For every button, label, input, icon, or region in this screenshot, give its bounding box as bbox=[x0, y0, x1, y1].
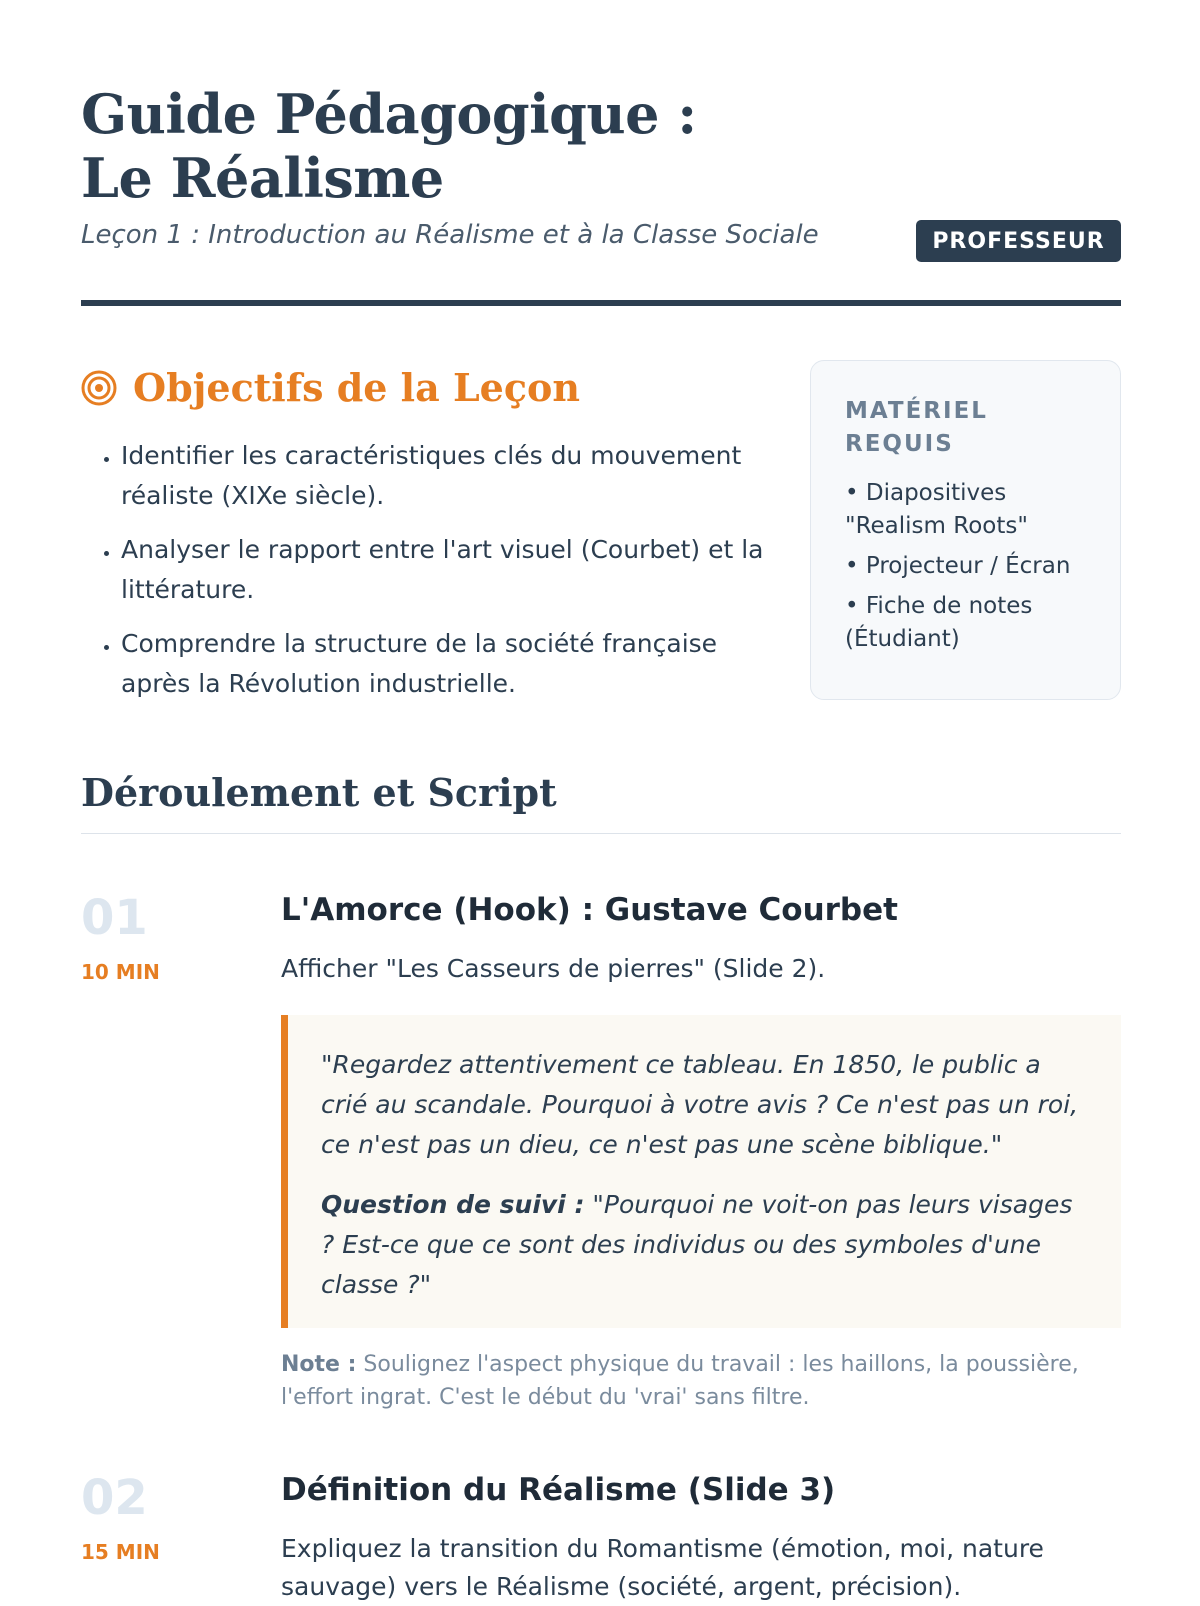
step-number: 02 bbox=[81, 1470, 148, 1526]
step-description: Expliquez la transition du Romantisme (émotion, moi, nature sauvage) vers le Réalisme (société, argent, précision). bbox=[281, 1534, 1044, 1601]
step-description: Afficher "Les Casseurs de pierres" (Slide 2). bbox=[281, 954, 826, 983]
followup-text: "Pourquoi ne voit-on pas leurs visages ? Est-ce que ce sont des individus ou des symboles d'une classe ?" bbox=[321, 1190, 1073, 1299]
step-duration: 10 MIN bbox=[81, 960, 160, 984]
objective-item: • Comprendre la structure de la société française après la Révolution industrielle. bbox=[121, 624, 781, 704]
section-title: Déroulement et Script bbox=[81, 770, 557, 815]
objectives-heading bbox=[81, 365, 580, 410]
material-item: • Fiche de notes (Étudiant) bbox=[845, 593, 1033, 652]
step-duration: 15 MIN bbox=[81, 1540, 160, 1564]
objective-item: • Identifier les caractéristiques clés du mouvement réaliste (XIXe siècle). bbox=[121, 436, 781, 516]
script-callout bbox=[281, 1015, 1121, 1328]
page-title: Guide Pédagogique : Le Réalisme bbox=[81, 82, 697, 210]
role-badge: PROFESSEUR bbox=[916, 220, 1121, 262]
followup-question bbox=[321, 1185, 1087, 1305]
material-item: • Diapositives "Realism Roots" bbox=[845, 480, 1028, 539]
step-title: L'Amorce (Hook) : Gustave Courbet bbox=[281, 892, 898, 928]
materials-card bbox=[810, 360, 1121, 700]
target-icon bbox=[81, 370, 117, 406]
objectives-list bbox=[81, 436, 781, 718]
script-quote: "Regardez attentivement ce tableau. En 1850, le public a crié au scandale. Pourquoi à votre avis ? Ce n'est pas un roi, ce n'est pas un dieu, ce n'est pas une scène biblique." bbox=[321, 1050, 1079, 1159]
step-title: Définition du Réalisme (Slide 3) bbox=[281, 1472, 836, 1508]
note-label: Note : bbox=[281, 1352, 357, 1377]
section-divider bbox=[81, 833, 1121, 834]
note-text: Soulignez l'aspect physique du travail : les haillons, la poussière, l'effort ingrat. C'est le début du 'vrai' sans filtre. bbox=[281, 1352, 1079, 1410]
step-number: 01 bbox=[81, 890, 148, 946]
material-item: • Projecteur / Écran bbox=[845, 553, 1071, 579]
header-divider bbox=[81, 300, 1121, 306]
objective-item: • Analyser le rapport entre l'art visuel (Courbet) et la littérature. bbox=[121, 530, 781, 610]
page-subtitle: Leçon 1 : Introduction au Réalisme et à la Classe Sociale bbox=[81, 220, 819, 250]
materials-title: MATÉRIEL REQUIS bbox=[845, 398, 988, 457]
teacher-note bbox=[281, 1348, 1121, 1414]
objectives-title: Objectifs de la Leçon bbox=[133, 365, 580, 410]
followup-label: Question de suivi : bbox=[321, 1190, 585, 1219]
